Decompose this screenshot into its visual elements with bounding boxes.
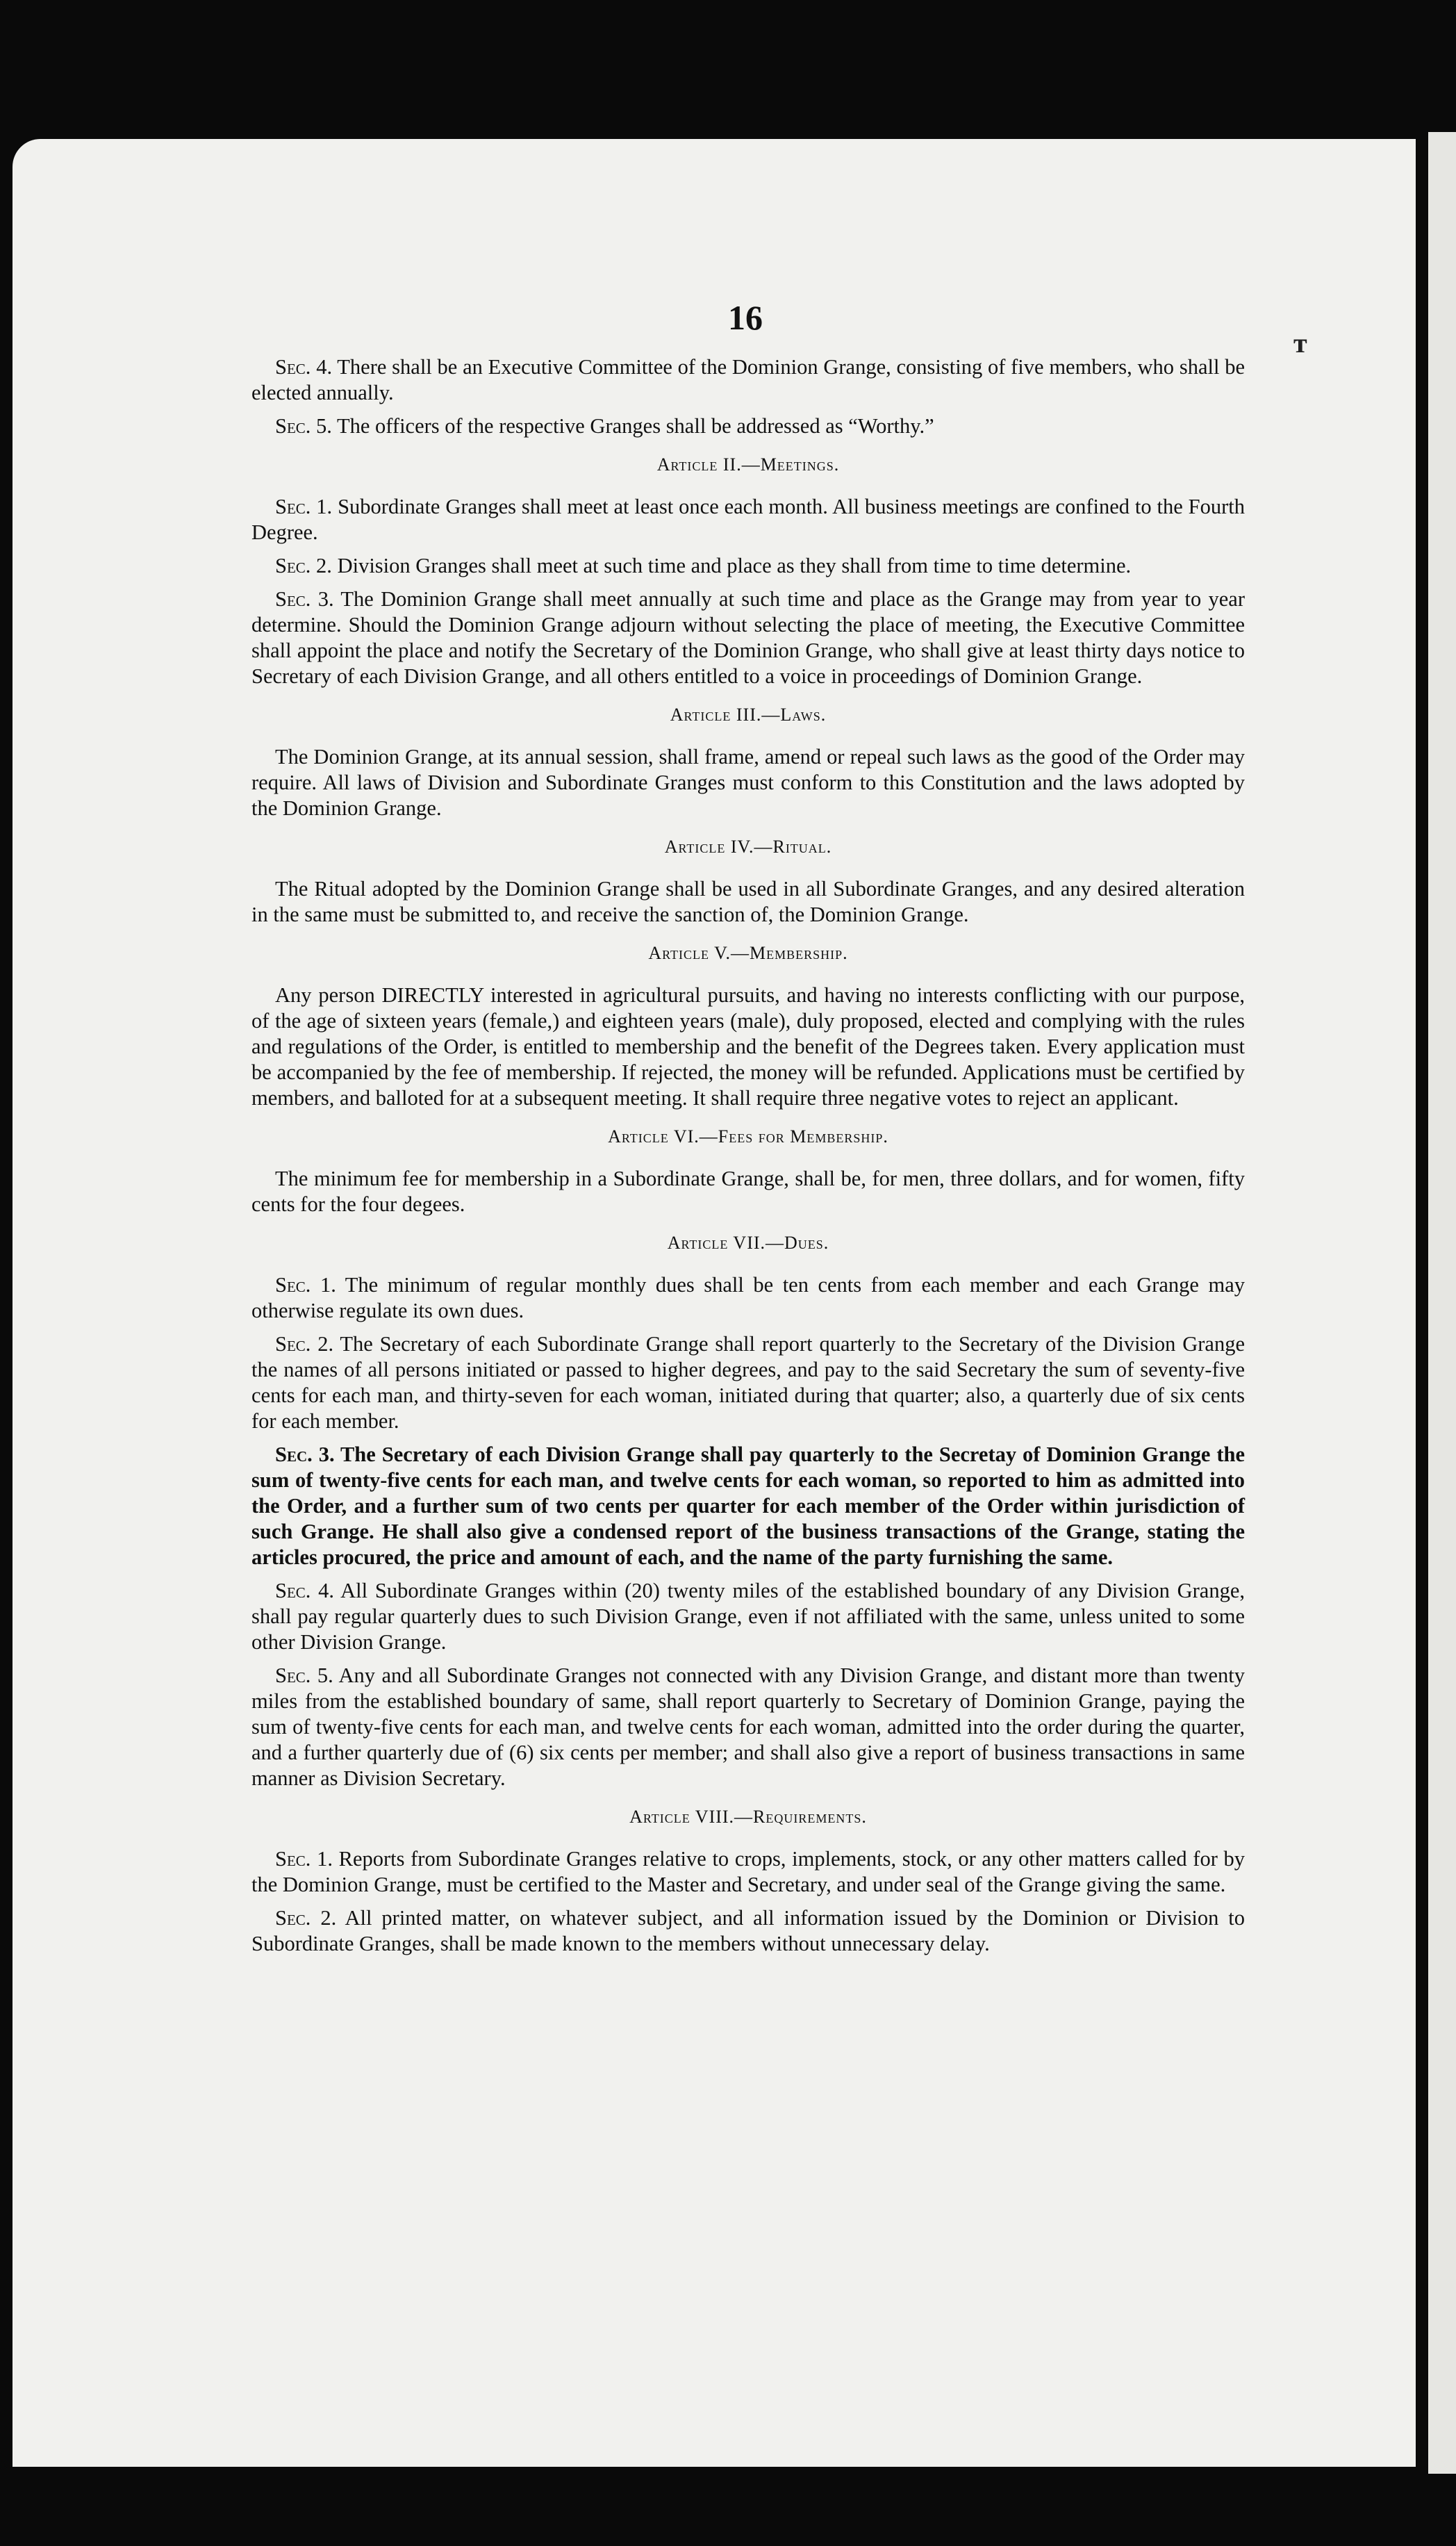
section-text: The Dominion Grange shall meet annually at such time and place as the Grange may from year to year determine. Should the Dominion Grange adjourn without selecting the place of meeting, the Executive Committee shall appoint the place and notify the Secretary of the Dominion Grange, who shall give at least thirty days notice to Secretary of each Division Grange, and all others entitled to a voice in proceedings of Dominion Grange. bbox=[251, 587, 1246, 688]
article-heading: Article V.—Membership. bbox=[648, 943, 848, 963]
section-text: The officers of the respective Granges shall be addressed as “Worthy.” bbox=[337, 414, 934, 438]
section-paragraph bbox=[251, 1578, 1245, 1655]
section-text: Reports from Subordinate Granges relative to crops, implements, stock, or any other matters called for by the Dominion Grange, must be certified to the Master and Secretary, and under seal of the Grange giving the same. bbox=[251, 1847, 1246, 1896]
section-label: Sec. 3. bbox=[275, 587, 334, 611]
section-paragraph bbox=[251, 876, 1245, 928]
section-label: Sec. 3. bbox=[275, 1443, 335, 1466]
section-paragraph bbox=[251, 413, 1245, 439]
section-text: There shall be an Executive Committee of the Dominion Grange, consisting of five members, who shall be elected annually. bbox=[251, 355, 1245, 404]
section-paragraph bbox=[251, 1846, 1245, 1898]
document-body bbox=[251, 354, 1245, 1964]
section-text: The Ritual adopted by the Dominion Grange shall be used in all Subordinate Granges, and any desired alteration in the same must be submitted to, and receive the sanction of, the Dominion Grange. bbox=[251, 877, 1245, 926]
section-label: Sec. 5. bbox=[275, 414, 332, 438]
section-paragraph bbox=[251, 983, 1245, 1111]
section-paragraph bbox=[251, 354, 1245, 406]
section-label: Sec. 2. bbox=[275, 1906, 337, 1930]
section-paragraph bbox=[251, 553, 1245, 579]
section-text: The Secretary of each Subordinate Grange shall report quarterly to the Secretary of the Division Grange the names of all persons initiated or passed to higher degrees, and pay to the said Secretary the sum of seventy-five cents for each man, and thirty-seven for each woman, initiated during that quarter; also, a quarterly due of six cents for each member. bbox=[251, 1332, 1245, 1433]
section-label: Sec. 4. bbox=[275, 355, 333, 379]
article-heading: Article VIII.—Requirements. bbox=[629, 1807, 867, 1827]
section-text: The minimum of regular monthly dues shall be ten cents from each member and each Grange may otherwise regulate its own dues. bbox=[251, 1273, 1245, 1322]
section-paragraph bbox=[251, 1166, 1245, 1217]
section-paragraph bbox=[251, 1272, 1245, 1324]
page-number: 16 bbox=[728, 298, 763, 337]
section-text: Any and all Subordinate Granges not connected with any Division Grange, and distant more than twenty miles from the established boundary of same, shall report quarterly to Secretary of Dominion Grange, paying the sum of twenty-five cents for each man, and twelve cents for each woman, admitted into the order during the quarter, and a further quarterly due of (6) six cents per member; and shall also give a report of business transactions in same manner as Division Secretary. bbox=[251, 1664, 1245, 1790]
section-label: Sec. 4. bbox=[275, 1579, 335, 1602]
section-paragraph bbox=[251, 1442, 1245, 1570]
article-heading: Article III.—Laws. bbox=[670, 705, 827, 725]
adjacent-page-edge bbox=[1428, 132, 1456, 2474]
section-text: All Subordinate Granges within (20) twenty miles of the established boundary of any Division Grange, shall pay regular quarterly dues to such Division Grange, even if not affiliated with the same, unless united to some other Division Grange. bbox=[251, 1579, 1245, 1654]
section-paragraph bbox=[251, 1663, 1245, 1791]
section-text: The Secretary of each Division Grange shall pay quarterly to the Secretay of Dominion Grange the sum of twenty-five cents for each man, and twelve cents for each woman, so reported to him as admitted into the Order, and a further sum of two cents per quarter for each member of the Order within jurisdiction of such Grange. He shall also give a condensed report of the business transactions of the Grange, stating the articles procured, the price and amount of each, and the name of the party furnishing the same. bbox=[251, 1443, 1245, 1569]
article-heading: Article II.—Meetings. bbox=[656, 454, 840, 475]
section-text: The minimum fee for membership in a Subordinate Grange, shall be, for men, three dollars, and for women, fifty cents for the four degees. bbox=[251, 1167, 1245, 1216]
section-label: Sec. 2. bbox=[275, 1332, 334, 1356]
section-label: Sec. 1. bbox=[275, 495, 333, 518]
section-paragraph bbox=[251, 1905, 1245, 1957]
section-paragraph bbox=[251, 494, 1245, 545]
section-label: Sec. 1. bbox=[275, 1273, 336, 1297]
article-heading: Article VII.—Dues. bbox=[667, 1233, 829, 1253]
section-text: The Dominion Grange, at its annual session, shall frame, amend or repeal such laws as the good of the Order may require. All laws of Division and Subordinate Granges must conform to this Constitution and the laws adopted by the Dominion Grange. bbox=[251, 745, 1245, 820]
section-text: All printed matter, on whatever subject, and all information issued by the Dominion or Division to Subordinate Granges, shall be made known to the members without unnecessary delay. bbox=[251, 1906, 1245, 1955]
section-paragraph bbox=[251, 744, 1245, 821]
section-text: Subordinate Granges shall meet at least once each month. All business meetings are confined to the Fourth Degree. bbox=[251, 495, 1245, 544]
margin-mark-icon: ᴛ bbox=[1293, 327, 1307, 359]
section-label: Sec. 5. bbox=[275, 1664, 333, 1687]
section-label: Sec. 2. bbox=[275, 554, 332, 577]
section-label: Sec. 1. bbox=[275, 1847, 333, 1871]
section-paragraph bbox=[251, 1331, 1245, 1434]
section-paragraph bbox=[251, 586, 1245, 689]
section-text: Any person DIRECTLY interested in agricultural pursuits, and having no interests conflicting with our purpose, of the age of sixteen years (female,) and eighteen years (male), duly proposed, elected and complying with the rules and regulations of the Order, is entitled to membership and the benefit of the Degrees taken. Every application must be accompanied by the fee of membership. If rejected, the money will be refunded. Applications must be certified by members, and balloted for at a subsequent meeting. It shall require three negative votes to reject an applicant. bbox=[251, 983, 1245, 1110]
article-heading: Article IV.—Ritual. bbox=[664, 837, 832, 857]
article-heading: Article VI.—Fees for Membership. bbox=[608, 1126, 888, 1147]
section-text: Division Granges shall meet at such time and place as they shall from time to time determine. bbox=[337, 554, 1132, 577]
